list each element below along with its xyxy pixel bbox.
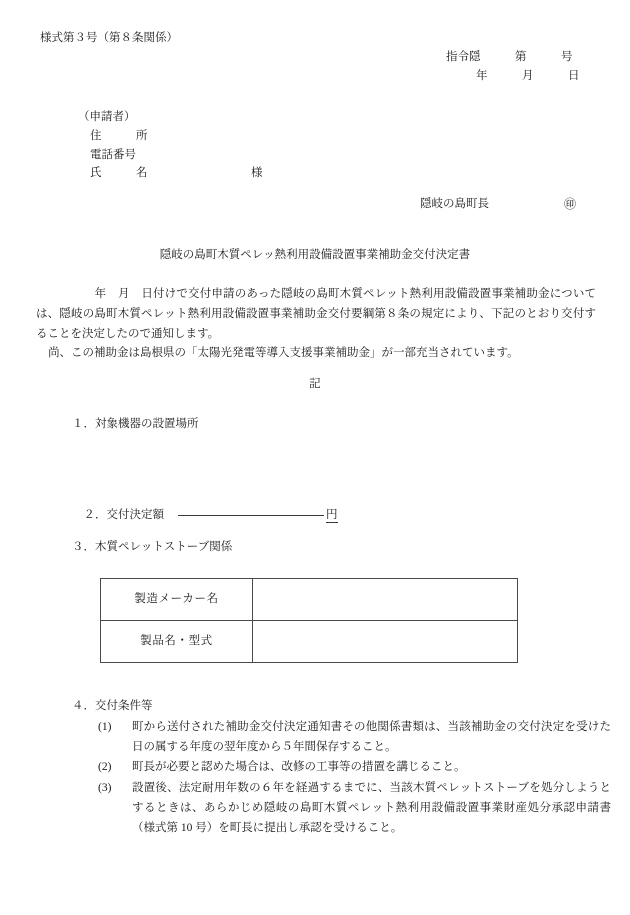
list-item bbox=[66, 758, 611, 778]
document-number: 指令隠 第 号 bbox=[446, 51, 573, 63]
list-item bbox=[66, 718, 611, 758]
body-text bbox=[36, 285, 596, 364]
body-paragraph-1: 年 月 日付けで交付申請のあった隠岐の島町木質ペレット熱利用設備設置事業補助金については、隠岐の島町木質ペレット熱利用設備設置事業補助金交付要綱第８条の規定により、下記のとおり交付することを決定したので通知します。 bbox=[36, 288, 596, 340]
applicant-address-label: 住 所 bbox=[90, 130, 148, 142]
condition-text: 設置後、法定耐用年数の６年を経過するまでに、当該木質ペレットストーブを処分しようとするときは、あらかじめ隠岐の島町木質ペレット熱利用設備設置事業財産処分承認申請書（様式第 10 号）を町長に提出し承認を受けること。 bbox=[132, 782, 611, 834]
condition-marker: (2) bbox=[98, 761, 112, 774]
body-paragraph-2: 尚、この補助金は島根県の「太陽光発電等導入支援事業補助金」が一部充当されています。 bbox=[48, 347, 519, 360]
equipment-table bbox=[100, 578, 518, 663]
list-item bbox=[66, 779, 611, 838]
equipment-manufacturer-value[interactable] bbox=[253, 579, 518, 621]
condition-text: 町長が必要と認めた場合は、改修の工事等の措置を講じること。 bbox=[132, 761, 466, 774]
applicant-phone-label: 電話番号 bbox=[90, 149, 136, 161]
condition-marker: (1) bbox=[98, 720, 112, 733]
applicant-section-label: （申請者） bbox=[78, 111, 136, 123]
item-2-decided-amount bbox=[72, 498, 338, 533]
equipment-model-value[interactable] bbox=[253, 621, 518, 663]
form-number: 様式第３号（第８条関係） bbox=[40, 32, 178, 44]
item-2-label: ２．交付決定額 bbox=[83, 508, 164, 521]
item-1-installation-location: １．対象機器の設置場所 bbox=[72, 418, 199, 430]
ki-mark: 記 bbox=[309, 378, 321, 390]
table-row bbox=[101, 579, 518, 621]
condition-marker: (3) bbox=[98, 782, 112, 795]
equipment-model-label: 製品名・型式 bbox=[101, 621, 253, 663]
condition-text: 町から送付された補助金交付決定通知書その他関係書類は、当該補助金の交付決定を受けた日の属する年度の翌年度から５年間保存すること。 bbox=[132, 720, 611, 753]
applicant-name-honorific: 様 bbox=[251, 167, 263, 179]
item-4-conditions bbox=[66, 698, 611, 839]
item-3-stove-details: ３．木質ペレットストーブ関係 bbox=[72, 541, 233, 553]
document-date: 年 月 日 bbox=[476, 70, 580, 82]
amount-unit: 円 bbox=[326, 508, 338, 521]
page-title: 隠岐の島町木質ペレッ熱利用設備設置事業補助金交付決定書 bbox=[159, 249, 471, 261]
equipment-manufacturer-label: 製造メーカー名 bbox=[101, 579, 253, 621]
seal-icon: ㊞ bbox=[564, 197, 577, 211]
amount-input-line[interactable] bbox=[178, 515, 324, 516]
item-4-label: ４．交付条件等 bbox=[72, 700, 153, 712]
applicant-name-label: 氏 名 bbox=[90, 167, 148, 179]
issuer-title: 隠岐の島町長 bbox=[420, 198, 489, 210]
table-row bbox=[101, 621, 518, 663]
